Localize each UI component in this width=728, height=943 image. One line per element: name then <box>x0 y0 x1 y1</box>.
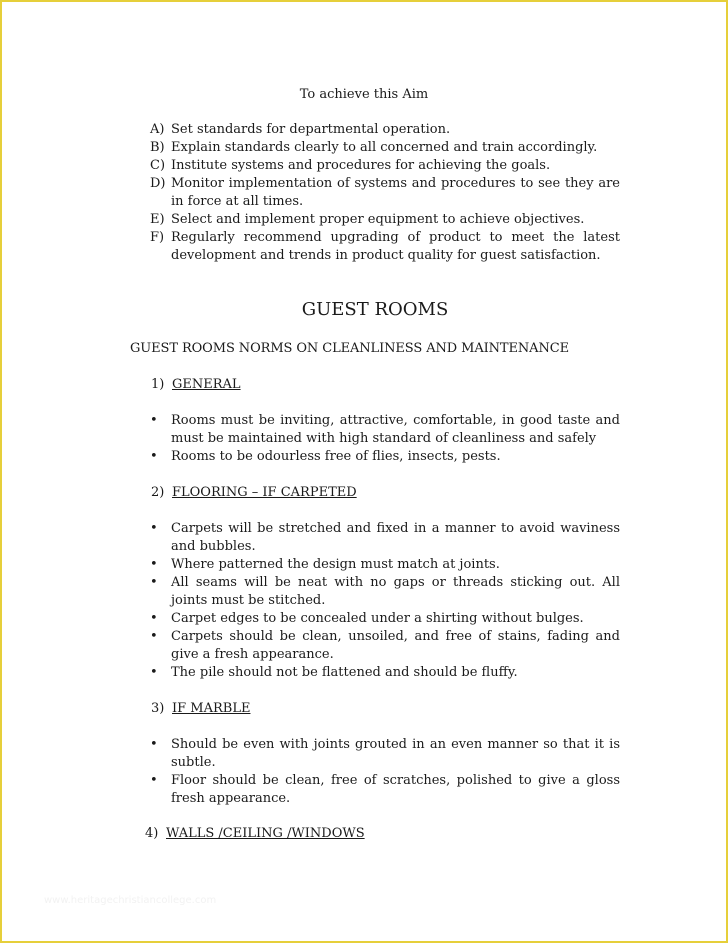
aim-item <box>150 211 620 229</box>
section-subtitle: GUEST ROOMS NORMS ON CLEANLINESS AND MAINTENANCE <box>130 341 569 356</box>
bullet-list-general <box>150 412 620 466</box>
aim-item-text: Select and implement proper equipment to achieve objectives. <box>171 212 585 227</box>
bullet-icon: • <box>150 665 158 680</box>
list-item-text: All seams will be neat with no gaps or threads sticking out. All joints must be stitched. <box>171 575 620 608</box>
aim-list <box>150 121 620 265</box>
subsection-number: 3) <box>151 701 165 716</box>
aim-item-text: Regularly recommend upgrading of product to meet the latest development and trends in product quality for guest satisfaction. <box>171 230 620 263</box>
aim-item-text: Institute systems and procedures for achieving the goals. <box>171 158 551 173</box>
subsection-title: WALLS /CEILING /WINDOWS <box>166 826 365 841</box>
bullet-list-flooring <box>150 520 620 682</box>
bullet-icon: • <box>150 773 158 788</box>
aim-item-marker: F) <box>150 230 165 245</box>
subsection-heading-marble <box>151 700 250 718</box>
bullet-icon: • <box>150 521 158 536</box>
aim-item <box>150 175 620 211</box>
aim-item-marker: A) <box>150 122 165 137</box>
list-item <box>150 448 620 466</box>
bullet-icon: • <box>150 611 158 626</box>
list-item-text: Rooms to be odourless free of flies, insects, pests. <box>171 449 501 464</box>
aim-item-text: Monitor implementation of systems and procedures to see they are in force at all times. <box>171 176 620 209</box>
subsection-number: 2) <box>151 485 165 500</box>
list-item <box>150 736 620 772</box>
aim-item-text: Set standards for departmental operation. <box>171 122 451 137</box>
subsection-title: GENERAL <box>172 377 241 392</box>
aim-item-marker: D) <box>150 176 166 191</box>
bullet-icon: • <box>150 413 158 428</box>
aim-item-marker: B) <box>150 140 165 155</box>
list-item-text: Floor should be clean, free of scratches, polished to give a gloss fresh appearance. <box>171 773 620 806</box>
subsection-number: 1) <box>151 377 165 392</box>
aim-item-marker: C) <box>150 158 166 173</box>
list-item-text: The pile should not be flattened and should be fluffy. <box>171 665 518 680</box>
list-item-text: Rooms must be inviting, attractive, comfortable, in good taste and must be maintained with high standard of cleanliness and safely <box>171 413 620 446</box>
aim-item <box>150 229 620 265</box>
list-item-text: Should be even with joints grouted in an even manner so that it is subtle. <box>171 737 620 770</box>
list-item-text: Carpets will be stretched and fixed in a manner to avoid waviness and bubbles. <box>171 521 620 554</box>
list-item <box>150 574 620 610</box>
subsection-title: IF MARBLE <box>172 701 251 716</box>
bullet-icon: • <box>150 737 158 752</box>
list-item <box>150 664 620 682</box>
list-item <box>150 556 620 574</box>
aim-item-text: Explain standards clearly to all concerned and train accordingly. <box>171 140 598 155</box>
aim-heading: To achieve this Aim <box>299 87 429 102</box>
aim-item <box>150 157 620 175</box>
aim-item <box>150 139 620 157</box>
list-item <box>150 412 620 448</box>
subsection-number: 4) <box>145 826 159 841</box>
subsection-heading-general <box>151 376 241 394</box>
list-item-text: Carpet edges to be concealed under a shirting without bulges. <box>171 611 584 626</box>
bullet-icon: • <box>150 575 158 590</box>
bullet-icon: • <box>150 449 158 464</box>
subsection-heading-flooring <box>151 484 357 502</box>
section-title: GUEST ROOMS <box>301 299 449 320</box>
aim-item <box>150 121 620 139</box>
bullet-list-marble <box>150 736 620 808</box>
list-item <box>150 772 620 808</box>
subsection-title: FLOORING – IF CARPETED <box>172 485 357 500</box>
watermark-text: www.heritagechristiancollege.com <box>44 895 217 906</box>
list-item-text: Where patterned the design must match at joints. <box>171 557 500 572</box>
bullet-icon: • <box>150 629 158 644</box>
list-item-text: Carpets should be clean, unsoiled, and free of stains, fading and give a fresh appearance. <box>171 629 620 662</box>
bullet-icon: • <box>150 557 158 572</box>
list-item <box>150 628 620 664</box>
subsection-heading-walls <box>145 825 365 843</box>
list-item <box>150 520 620 556</box>
list-item <box>150 610 620 628</box>
aim-item-marker: E) <box>150 212 165 227</box>
